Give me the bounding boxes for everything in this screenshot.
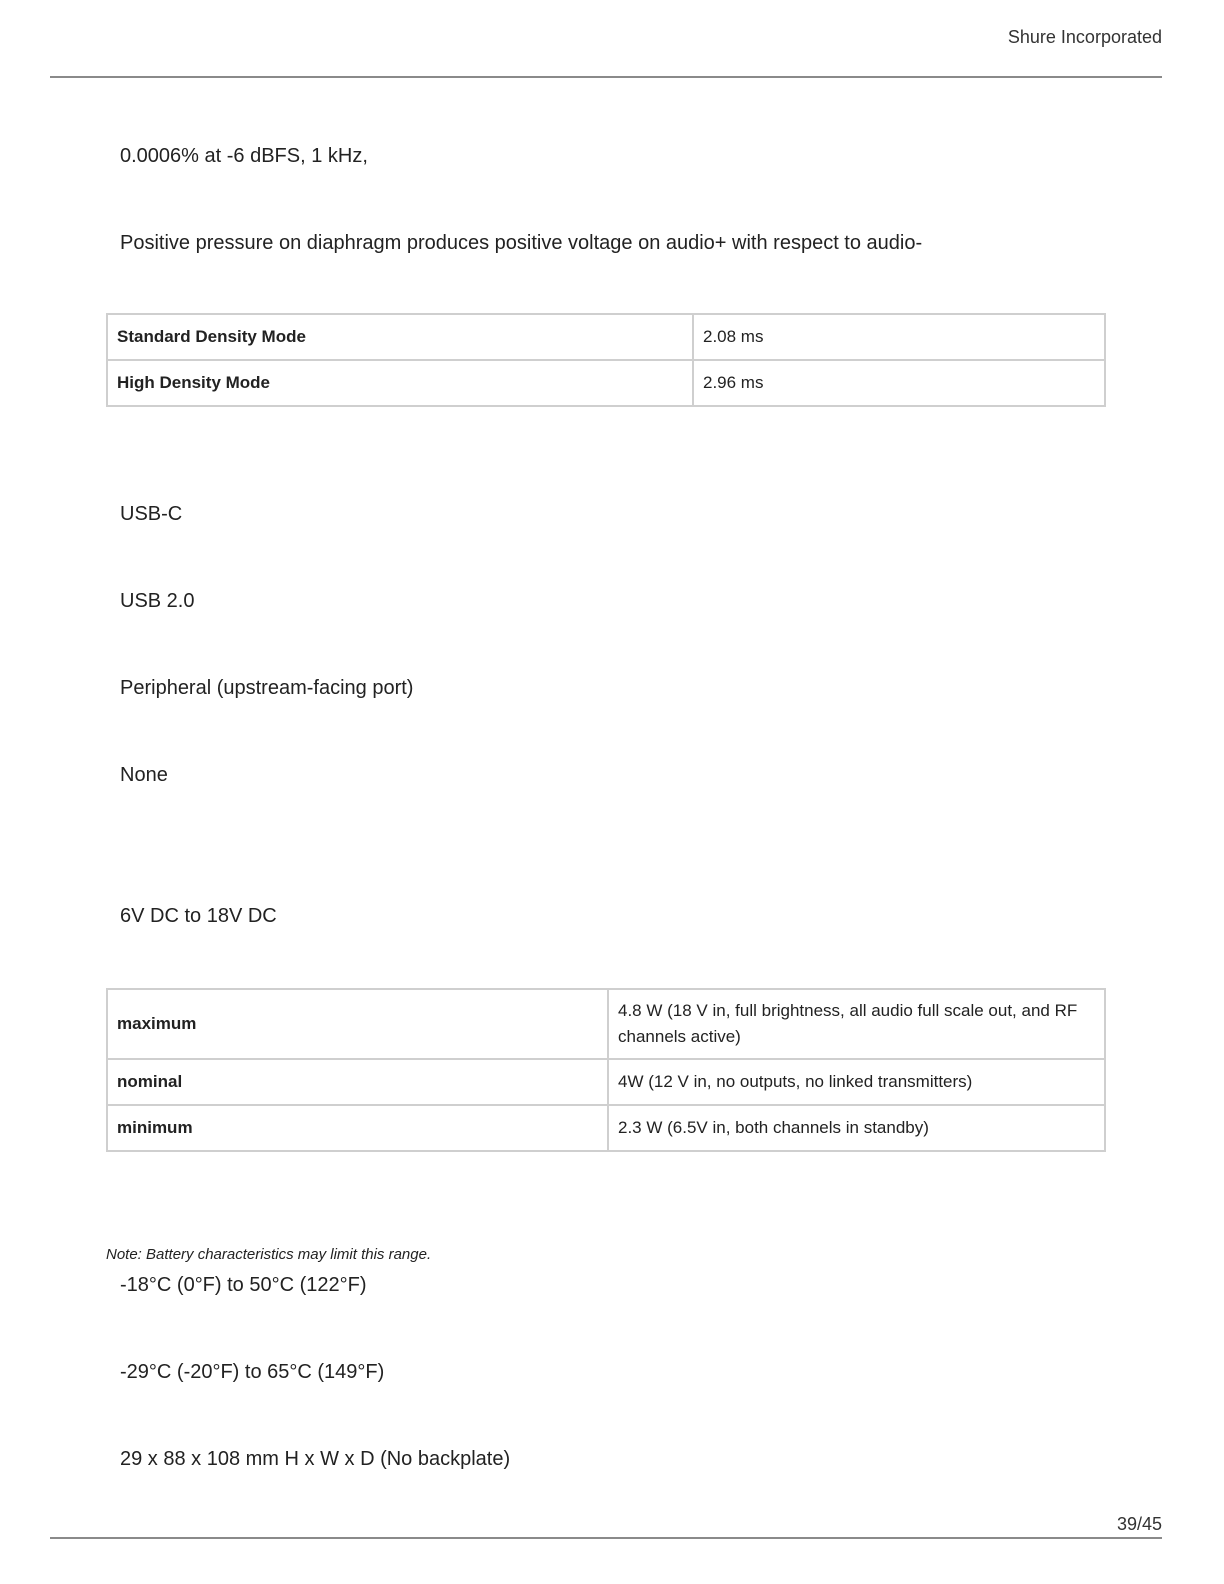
- table-row: [107, 1105, 1105, 1151]
- storage-temp-value: -29°C (-20°F) to 65°C (149°F): [120, 1361, 385, 1383]
- power-label-minimum: minimum: [107, 1105, 608, 1151]
- table-row: [107, 314, 1105, 360]
- usb-power-value: None: [120, 764, 168, 786]
- power-consumption-table: [106, 988, 1106, 1152]
- usb-role-value: Peripheral (upstream-facing port): [120, 677, 414, 699]
- dimensions-value: 29 x 88 x 108 mm H x W x D (No backplate): [120, 1448, 511, 1470]
- page-number: 39/45: [1116, 1514, 1162, 1534]
- thd-value: 0.0006% at -6 dBFS, 1 kHz,: [120, 145, 368, 167]
- usb-version-value: USB 2.0: [120, 590, 195, 612]
- latency-value-standard: 2.08 ms: [693, 314, 1105, 360]
- usb-connector-value: USB-C: [120, 503, 183, 525]
- power-value-minimum: 2.3 W (6.5V in, both channels in standby): [608, 1105, 1105, 1151]
- supply-voltage-value: 6V DC to 18V DC: [120, 905, 277, 927]
- table-row: [107, 989, 1105, 1059]
- latency-label-high: High Density Mode: [107, 360, 693, 406]
- header-company-name: Shure Incorporated: [1007, 27, 1162, 47]
- table-row: [107, 1059, 1105, 1105]
- power-label-maximum: maximum: [107, 989, 608, 1059]
- latency-table: [106, 313, 1106, 407]
- operating-temp-value: -18°C (0°F) to 50°C (122°F): [120, 1274, 367, 1296]
- power-value-maximum: 4.8 W (18 V in, full brightness, all audio full scale out, and RF channels active): [608, 989, 1105, 1059]
- temperature-note: Note: Battery characteristics may limit this range.: [106, 1246, 432, 1263]
- header-divider: [50, 76, 1162, 78]
- footer-divider: [50, 1537, 1162, 1539]
- latency-label-standard: Standard Density Mode: [107, 314, 693, 360]
- power-value-nominal: 4W (12 V in, no outputs, no linked transmitters): [608, 1059, 1105, 1105]
- table-row: [107, 360, 1105, 406]
- power-label-nominal: nominal: [107, 1059, 608, 1105]
- latency-value-high: 2.96 ms: [693, 360, 1105, 406]
- polarity-value: Positive pressure on diaphragm produces positive voltage on audio+ with respect to audio-: [120, 232, 923, 254]
